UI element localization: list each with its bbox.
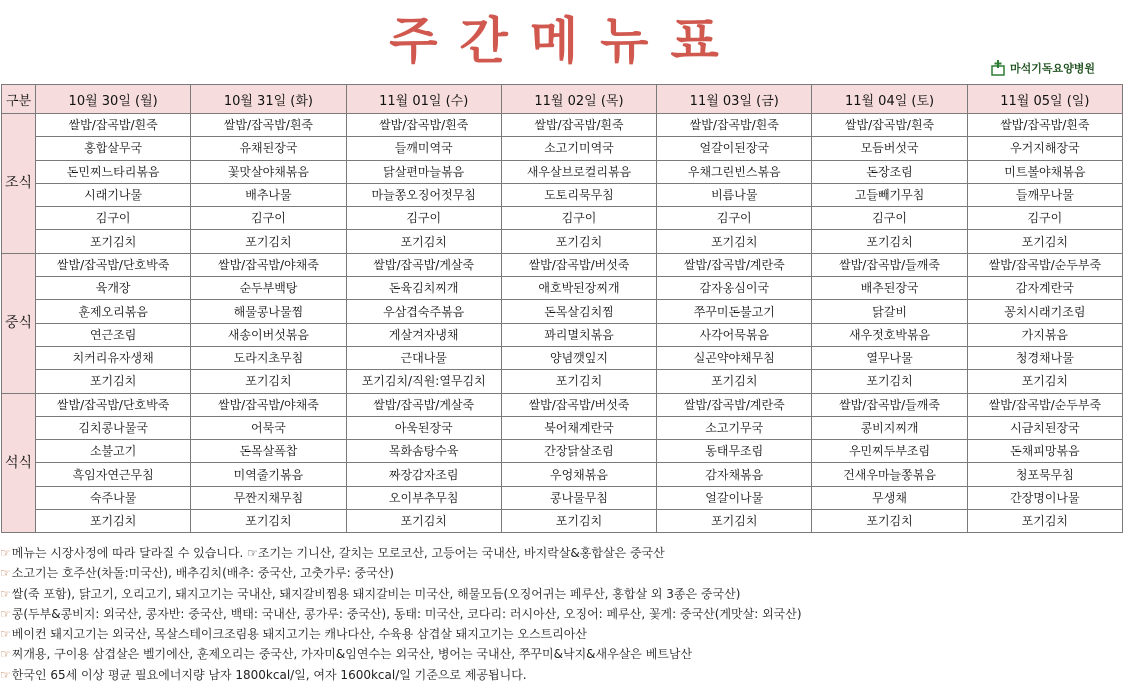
menu-cell: 쌀밥/잡곡밥/버섯죽 — [501, 253, 656, 276]
pointing-hand-icon: ☞ — [0, 606, 11, 621]
menu-cell: 사각어묵볶음 — [657, 323, 812, 346]
menu-cell: 홍합살무국 — [36, 137, 191, 160]
menu-row — [2, 510, 1123, 533]
menu-cell: 돈민찌느타리볶음 — [36, 160, 191, 183]
menu-cell: 어묵국 — [191, 416, 346, 439]
menu-cell: 열무나물 — [812, 346, 967, 369]
menu-cell: 돈채피망볶음 — [967, 440, 1122, 463]
menu-cell: 포기김치 — [657, 510, 812, 533]
note-line — [0, 624, 1126, 644]
meal-label: 조식 — [2, 114, 36, 254]
menu-row — [2, 440, 1123, 463]
menu-cell: 돈장조림 — [812, 160, 967, 183]
menu-cell: 콩비지찌개 — [812, 416, 967, 439]
menu-cell: 감자채볶음 — [657, 463, 812, 486]
menu-row — [2, 160, 1123, 183]
menu-row — [2, 416, 1123, 439]
menu-row — [2, 346, 1123, 369]
header-label: 구분 — [2, 85, 36, 114]
menu-cell: 미역줄기볶음 — [191, 463, 346, 486]
menu-cell: 간장명이나물 — [967, 486, 1122, 509]
menu-row — [2, 393, 1123, 416]
menu-cell: 쌀밥/잡곡밥/들깨죽 — [812, 393, 967, 416]
note-text: 메뉴는 시장사정에 따라 달라질 수 있습니다. ☞조기는 기니산, 갈치는 모로코산, 고등어는 국내산, 바지락살&홍합살은 중국산 — [11, 546, 665, 560]
note-line — [0, 604, 1126, 624]
menu-row — [2, 137, 1123, 160]
menu-cell: 쌀밥/잡곡밥/들깨죽 — [812, 253, 967, 276]
note-text: 찌개용, 구이용 삼겹살은 벨기에산, 훈제오리는 중국산, 가자미&임연수는 외국산, 병어는 국내산, 쭈꾸미&낙지&새우살은 베트남산 — [11, 647, 693, 662]
menu-row — [2, 486, 1123, 509]
day-header: 10월 30일 (월) — [36, 85, 191, 114]
menu-cell: 숙주나물 — [36, 486, 191, 509]
menu-cell: 쌀밥/잡곡밥/단호박죽 — [36, 253, 191, 276]
menu-cell: 게살겨자냉채 — [346, 323, 501, 346]
menu-row — [2, 370, 1123, 393]
menu-cell: 아욱된장국 — [346, 416, 501, 439]
menu-cell: 쌀밥/잡곡밥/흰죽 — [657, 114, 812, 137]
menu-cell: 건새우마늘쫑볶음 — [812, 463, 967, 486]
menu-cell: 얼갈이나물 — [657, 486, 812, 509]
menu-cell: 포기김치/직원:열무김치 — [346, 370, 501, 393]
menu-cell: 돈육김치찌개 — [346, 277, 501, 300]
cross-logo-icon — [988, 60, 1008, 76]
menu-cell: 포기김치 — [812, 230, 967, 253]
menu-cell: 쌀밥/잡곡밥/흰죽 — [967, 114, 1122, 137]
menu-cell: 포기김치 — [36, 510, 191, 533]
menu-cell: 포기김치 — [657, 230, 812, 253]
menu-cell: 콩나물무침 — [501, 486, 656, 509]
menu-row — [2, 463, 1123, 486]
menu-cell: 쌀밥/잡곡밥/게살죽 — [346, 253, 501, 276]
header-row — [2, 85, 1123, 114]
menu-row — [2, 207, 1123, 230]
menu-cell: 청포묵무침 — [967, 463, 1122, 486]
menu-cell: 쌀밥/잡곡밥/버섯죽 — [501, 393, 656, 416]
pointing-hand-icon: ☞ — [0, 667, 11, 682]
menu-cell: 닭갈비 — [812, 300, 967, 323]
menu-cell: 얼갈이된장국 — [657, 137, 812, 160]
menu-cell: 감자계란국 — [967, 277, 1122, 300]
menu-cell: 포기김치 — [346, 510, 501, 533]
menu-cell: 쌀밥/잡곡밥/순두부죽 — [967, 393, 1122, 416]
menu-cell: 해물콩나물찜 — [191, 300, 346, 323]
menu-cell: 쌀밥/잡곡밥/순두부죽 — [967, 253, 1122, 276]
day-header: 11월 05일 (일) — [967, 85, 1122, 114]
menu-cell: 시금치된장국 — [967, 416, 1122, 439]
menu-cell: 간장닭살조림 — [501, 440, 656, 463]
menu-cell: 꽃맛살야채볶음 — [191, 160, 346, 183]
hospital-logo — [988, 60, 1095, 76]
menu-cell: 동태무조림 — [657, 440, 812, 463]
menu-cell: 새송이버섯볶음 — [191, 323, 346, 346]
pointing-hand-icon: ☞ — [0, 546, 11, 560]
menu-cell: 유채된장국 — [191, 137, 346, 160]
pointing-hand-icon: ☞ — [0, 627, 11, 642]
menu-cell: 포기김치 — [191, 510, 346, 533]
menu-cell: 새우젓호박볶음 — [812, 323, 967, 346]
note-line — [0, 543, 1126, 563]
menu-cell: 미트볼야채볶음 — [967, 160, 1122, 183]
menu-cell: 실곤약야채무침 — [657, 346, 812, 369]
menu-cell: 쌀밥/잡곡밥/단호박죽 — [36, 393, 191, 416]
menu-cell: 훈제오리볶음 — [36, 300, 191, 323]
pointing-hand-icon: ☞ — [0, 566, 11, 581]
menu-cell: 가지볶음 — [967, 323, 1122, 346]
menu-cell: 꽈리멸치볶음 — [501, 323, 656, 346]
menu-cell: 포기김치 — [346, 230, 501, 253]
menu-cell: 꽁치시래기조림 — [967, 300, 1122, 323]
menu-cell: 우채그린빈스볶음 — [657, 160, 812, 183]
menu-cell: 포기김치 — [657, 370, 812, 393]
menu-cell: 포기김치 — [812, 510, 967, 533]
menu-cell: 우삼겹숙주볶음 — [346, 300, 501, 323]
menu-cell: 포기김치 — [191, 230, 346, 253]
menu-row — [2, 230, 1123, 253]
menu-row — [2, 253, 1123, 276]
menu-cell: 닭살편마늘볶음 — [346, 160, 501, 183]
menu-cell: 쭈꾸미돈불고기 — [657, 300, 812, 323]
menu-cell: 짜장감자조림 — [346, 463, 501, 486]
menu-cell: 모듬버섯국 — [812, 137, 967, 160]
menu-row — [2, 114, 1123, 137]
weekly-menu-table — [1, 84, 1123, 533]
menu-row — [2, 300, 1123, 323]
pointing-hand-icon: ☞ — [0, 647, 11, 662]
notes-section — [0, 543, 1126, 685]
page-title: 주간메뉴표 — [389, 12, 741, 70]
menu-cell: 목화솜탕수육 — [346, 440, 501, 463]
menu-cell: 치커리유자생채 — [36, 346, 191, 369]
menu-cell: 포기김치 — [36, 230, 191, 253]
menu-cell: 포기김치 — [812, 370, 967, 393]
menu-cell: 김구이 — [36, 207, 191, 230]
menu-cell: 쌀밥/잡곡밥/흰죽 — [191, 114, 346, 137]
menu-cell: 들깨미역국 — [346, 137, 501, 160]
note-text: 소고기는 호주산(차돌:미국산), 배추김치(배추: 중국산, 고춧가루: 중국산) — [11, 566, 394, 581]
menu-cell: 무생채 — [812, 486, 967, 509]
meal-label: 석식 — [2, 393, 36, 533]
menu-cell: 포기김치 — [36, 370, 191, 393]
menu-cell: 시래기나물 — [36, 183, 191, 206]
menu-cell: 새우살브로컬리볶음 — [501, 160, 656, 183]
menu-cell: 쌀밥/잡곡밥/계란죽 — [657, 393, 812, 416]
menu-cell: 포기김치 — [191, 370, 346, 393]
menu-row — [2, 323, 1123, 346]
menu-cell: 비름나물 — [657, 183, 812, 206]
menu-cell: 고들빼기무침 — [812, 183, 967, 206]
menu-cell: 감자옹심이국 — [657, 277, 812, 300]
menu-cell: 포기김치 — [967, 510, 1122, 533]
menu-cell: 포기김치 — [967, 230, 1122, 253]
menu-cell: 애호박된장찌개 — [501, 277, 656, 300]
menu-cell: 돈목살김치찜 — [501, 300, 656, 323]
note-line — [0, 644, 1126, 664]
menu-row — [2, 183, 1123, 206]
menu-cell: 김구이 — [501, 207, 656, 230]
menu-cell: 우거지해장국 — [967, 137, 1122, 160]
note-line — [0, 665, 1126, 685]
menu-cell: 우엉채볶음 — [501, 463, 656, 486]
hospital-name: 마석기독요양병원 — [1010, 62, 1096, 75]
menu-cell: 김구이 — [346, 207, 501, 230]
day-header: 11월 03일 (금) — [657, 85, 812, 114]
menu-cell: 김구이 — [191, 207, 346, 230]
menu-cell: 쌀밥/잡곡밥/흰죽 — [36, 114, 191, 137]
menu-cell: 청경채나물 — [967, 346, 1122, 369]
menu-cell: 소고기미역국 — [501, 137, 656, 160]
note-text: 콩(두부&콩비지: 외국산, 콩자반: 중국산, 백태: 국내산, 콩가루: 중국산), 동태: 미국산, 코다리: 러시아산, 오징어: 페루산, 꽃게: 중국산(게맛살: 외국산) — [11, 606, 802, 621]
day-header: 11월 01일 (수) — [346, 85, 501, 114]
day-header: 11월 02일 (목) — [501, 85, 656, 114]
menu-cell: 흑임자연근무침 — [36, 463, 191, 486]
menu-cell: 근대나물 — [346, 346, 501, 369]
menu-cell: 소불고기 — [36, 440, 191, 463]
menu-cell: 도라지초무침 — [191, 346, 346, 369]
note-line — [0, 563, 1126, 583]
meal-label: 중식 — [2, 253, 36, 393]
menu-cell: 김구이 — [967, 207, 1122, 230]
menu-cell: 양념깻잎지 — [501, 346, 656, 369]
menu-cell: 쌀밥/잡곡밥/흰죽 — [501, 114, 656, 137]
menu-cell: 쌀밥/잡곡밥/야채죽 — [191, 253, 346, 276]
menu-cell: 쌀밥/잡곡밥/계란죽 — [657, 253, 812, 276]
menu-cell: 들깨무나물 — [967, 183, 1122, 206]
menu-cell: 우민찌두부조림 — [812, 440, 967, 463]
note-line — [0, 584, 1126, 604]
menu-cell: 북어채계란국 — [501, 416, 656, 439]
note-text: 한국인 65세 이상 평균 필요에너지량 남자 1800kcal/일, 여자 1600kcal/일 기준으로 제공됩니다. — [11, 667, 527, 682]
menu-cell: 포기김치 — [967, 370, 1122, 393]
menu-cell: 오이부추무침 — [346, 486, 501, 509]
menu-cell: 쌀밥/잡곡밥/게살죽 — [346, 393, 501, 416]
menu-cell: 포기김치 — [501, 510, 656, 533]
day-header: 11월 04일 (토) — [812, 85, 967, 114]
menu-cell: 쌀밥/잡곡밥/흰죽 — [812, 114, 967, 137]
menu-cell: 쌀밥/잡곡밥/흰죽 — [346, 114, 501, 137]
day-header: 10월 31일 (화) — [191, 85, 346, 114]
menu-cell: 배추나물 — [191, 183, 346, 206]
menu-cell: 김구이 — [812, 207, 967, 230]
menu-cell: 도토리묵무침 — [501, 183, 656, 206]
menu-cell: 포기김치 — [501, 230, 656, 253]
menu-cell: 돈목살폭찹 — [191, 440, 346, 463]
menu-cell: 소고기무국 — [657, 416, 812, 439]
menu-cell: 포기김치 — [501, 370, 656, 393]
pointing-hand-icon: ☞ — [0, 586, 11, 601]
note-text: 쌀(죽 포함), 닭고기, 오리고기, 돼지고기는 국내산, 돼지갈비찜용 돼지갈비는 미국산, 해물모듬(오징어귀는 페루산, 홍합살 외 3종은 중국산) — [11, 586, 741, 601]
menu-cell: 쌀밥/잡곡밥/야채죽 — [191, 393, 346, 416]
menu-cell: 김치콩나물국 — [36, 416, 191, 439]
menu-cell: 순두부백탕 — [191, 277, 346, 300]
menu-cell: 연근조림 — [36, 323, 191, 346]
menu-cell: 김구이 — [657, 207, 812, 230]
menu-cell: 마늘쫑오징어젓무침 — [346, 183, 501, 206]
menu-cell: 배추된장국 — [812, 277, 967, 300]
menu-row — [2, 277, 1123, 300]
menu-cell: 무짠지채무침 — [191, 486, 346, 509]
menu-cell: 육개장 — [36, 277, 191, 300]
note-text: 베이컨 돼지고기는 외국산, 목살스테이크조림용 돼지고기는 캐나다산, 수육용 삼겹살 돼지고기는 오스트리아산 — [11, 627, 587, 642]
